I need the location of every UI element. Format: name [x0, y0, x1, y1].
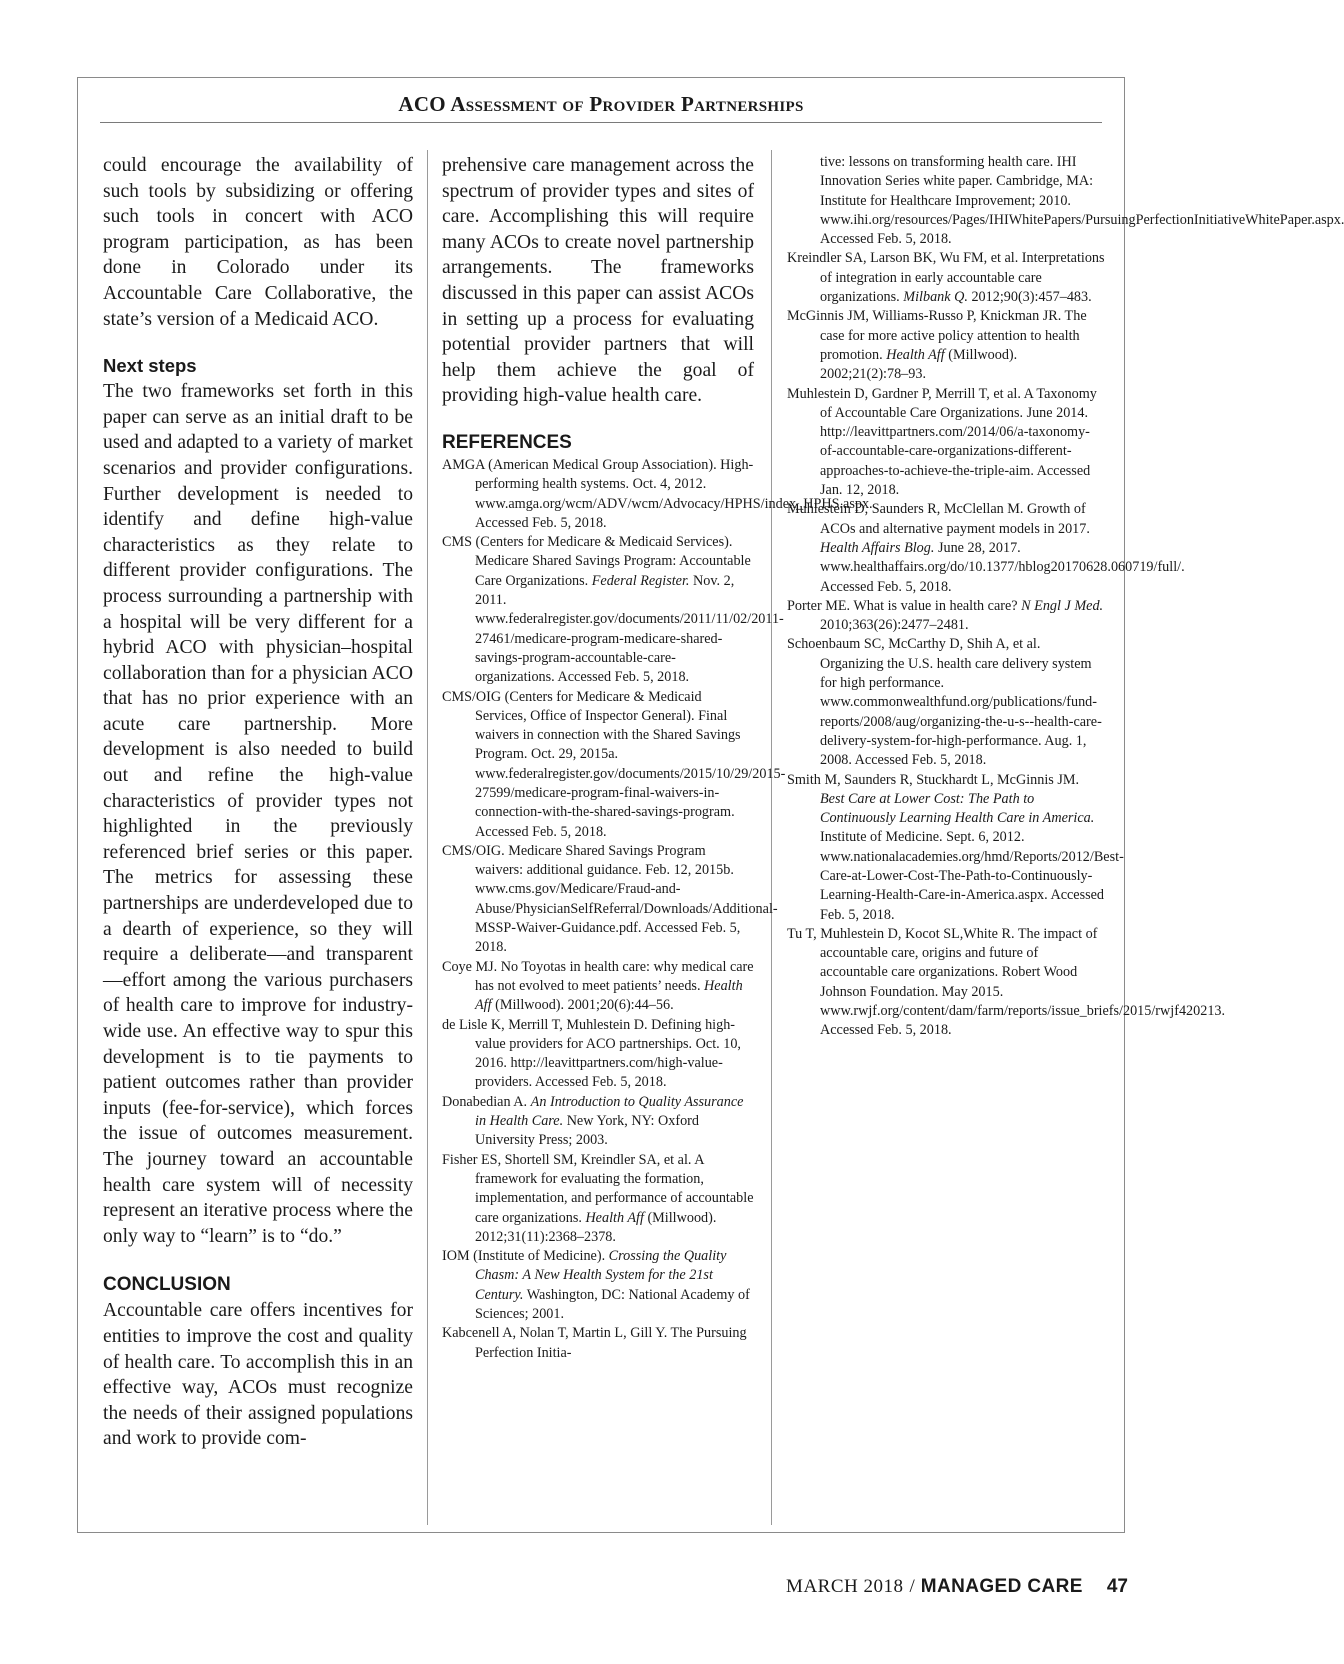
reference-text: Fisher ES, Shortell SM, Kreindler SA, et al. A framework for evaluating the formation, implementation, and performance of accountable care organizations.	[442, 1151, 754, 1226]
reference-title: Crossing the Quality Chasm: A New Health System for the 21st Century.	[475, 1248, 727, 1303]
reference-title: An Introduction to Quality Assurance in Health Care.	[475, 1093, 744, 1130]
references-heading: REFERENCES	[442, 431, 572, 453]
footer-issue: MARCH 2018	[786, 1576, 904, 1597]
reference-item	[787, 385, 1105, 501]
reference-text: Kabcenell A, Nolan T, Martin L, Gill Y. The Pursuing Perfection Initia-	[442, 1325, 747, 1361]
reference-item	[787, 249, 1105, 307]
column-middle	[442, 153, 873, 1363]
reference-text-tail: (Millwood). 2001;20(6):44–56.	[491, 997, 674, 1014]
paragraph-continued: could encourage the availability of such tools by subsidizing or offering such tools in concert with ACO program participation, as has been done in Colorado under its Accountable Care Collaborative, the state’s version of a Medicaid ACO.	[103, 155, 413, 330]
reference-text: Tu T, Muhlestein D, Kocot SL,White R. The impact of accountable care, origins and future of accountable care organizations. Robert Wood Johnson Foundation. May 2015. www.rwjf.org/content/dam/farm/reports/issue_briefs/2015/rwjf420213. Accessed Feb. 5, 2018.	[787, 925, 1226, 1039]
reference-item	[787, 153, 1344, 249]
reference-text-tail: Nov. 2, 2011. www.federalregister.gov/documents/2011/11/02/2011-27461/medicare-program-medicare-shared-savings-program-accountable-care-organizations. Accessed Feb. 5, 2018.	[475, 572, 784, 686]
reference-title: Milbank Q.	[903, 289, 968, 306]
page-number: 47	[1106, 1576, 1128, 1597]
reference-title: Health Affairs Blog.	[820, 539, 935, 556]
reference-text-tail: Washington, DC: National Academy of Sciences; 2001.	[475, 1286, 750, 1322]
reference-text: Muhlestein D, Saunders R, McClellan M. Growth of ACOs and alternative payment models in 2017.	[787, 501, 1090, 537]
reference-text: Porter ME. What is value in health care?	[787, 597, 1022, 614]
reference-text: McGinnis JM, Williams-Russo P, Knickman JR. The case for more active policy attention to health promotion.	[787, 308, 1087, 363]
reference-text-tail: (Millwood). 2012;31(11):2368–2378.	[475, 1209, 717, 1245]
footer-journal: MANAGED CARE	[920, 1576, 1083, 1597]
reference-item	[442, 1093, 754, 1151]
reference-text: AMGA (American Medical Group Association). High-performing health systems. Oct. 4, 2012. www.amga.org/wcm/ADV/wcm/Advocacy/HPHS/index_HPHS.aspx. Accessed Feb. 5, 2018.	[442, 456, 873, 531]
reference-item	[442, 533, 784, 687]
reference-item	[787, 597, 1105, 636]
reference-text-tail: 2012;90(3):457–483.	[967, 289, 1092, 306]
reference-text-tail: (Millwood). 2002;21(2):78–93.	[820, 346, 1018, 383]
reference-item	[442, 1247, 754, 1324]
reference-text-tail: June 28, 2017. www.healthaffairs.org/do/10.1377/hblog20170628.060719/full/. Accessed Feb. 5, 2018.	[820, 539, 1185, 595]
reference-text-tail: 2010;363(26):2477–2481.	[820, 617, 969, 634]
reference-title: Best Care at Lower Cost: The Path to Continuously Learning Health Care in America.	[820, 790, 1095, 827]
running-head: ACO Assessment of Provider Partnerships	[398, 92, 804, 116]
next-steps-heading: Next steps	[103, 355, 197, 377]
reference-text-tail: Institute of Medicine. Sept. 6, 2012. www.nationalacademies.org/hmd/Reports/2012/Best-Care-at-Lower-Cost-The-Path-to-Continuously-Learning-Health-Care-in-America.aspx. Accessed Feb. 5, 2018.	[820, 829, 1124, 923]
reference-text: Coye MJ. No Toyotas in health care: why medical care has not evolved to meet patients’ needs.	[442, 958, 754, 994]
reference-title: N Engl J Med.	[1021, 597, 1104, 614]
column-left	[103, 153, 413, 1452]
reference-item	[787, 307, 1105, 384]
references-list-middle	[442, 456, 873, 1363]
page-footer	[786, 1572, 1128, 1602]
reference-text: CMS/OIG (Centers for Medicare & Medicaid Services, Office of Inspector General). Final waivers in connection with the Shared Savings Program. Oct. 29, 2015a. www.federalregister.gov/documents/2015/10/29/2015-27599/medicare-program-final-waivers-in-connection-with-the-shared-savings-program. Accessed Feb. 5, 2018.	[442, 688, 786, 840]
reference-title: Federal Register.	[591, 572, 690, 589]
reference-item	[442, 688, 786, 842]
reference-text: de Lisle K, Merrill T, Muhlestein D. Defining high-value providers for ACO partnerships. Oct. 10, 2016. http://leavittpartners.com/high-value-providers. Accessed Feb. 5, 2018.	[442, 1016, 741, 1091]
reference-item	[787, 635, 1105, 770]
reference-item	[442, 456, 873, 533]
reference-text: IOM (Institute of Medicine).	[442, 1248, 609, 1265]
references-list-right	[787, 153, 1344, 1041]
column-divider-2	[771, 150, 772, 1525]
reference-title: Health Aff	[475, 977, 743, 1014]
reference-item	[442, 842, 778, 958]
conclusion-heading: CONCLUSION	[103, 1274, 231, 1296]
reference-text: Donabedian A.	[442, 1093, 531, 1110]
reference-text: CMS/OIG. Medicare Shared Savings Program waivers: additional guidance. Feb. 12, 2015b. www.cms.gov/Medicare/Fraud-and-Abuse/PhysicianSelfReferral/Downloads/Additional-MSSP-Waiver-Guidance.pdf. Accessed Feb. 5, 2018.	[442, 842, 778, 956]
reference-title: Health Aff	[886, 346, 945, 363]
column-divider-1	[427, 150, 428, 1525]
reference-item	[442, 1016, 754, 1093]
paragraph-continued-middle: prehensive care management across the spectrum of provider types and sites of care. Accomplishing this will require many ACOs to create novel partnership arrangements. The frameworks discussed in this paper can assist ACOs in setting up a process for evaluating potential provider partners that will help them achieve the goal of providing high-value health care.	[442, 155, 754, 407]
reference-text: Schoenbaum SC, McCarthy D, Shih A, et al. Organizing the U.S. health care delivery system for high performance. www.commonwealthfund.org/publications/fund-reports/2008/aug/organizing-the-u-s--health-care-delivery-system-for-high-performance. Aug. 1, 2008. Accessed Feb. 5, 2018.	[787, 636, 1102, 769]
reference-text: Kreindler SA, Larson BK, Wu FM, et al. Interpretations of integration in early accountable care organizations.	[787, 250, 1105, 306]
reference-item	[442, 958, 754, 1016]
reference-item	[442, 1151, 754, 1247]
reference-text: CMS (Centers for Medicare & Medicaid Services). Medicare Shared Savings Program: Accountable Care Organizations.	[442, 534, 751, 589]
conclusion-paragraph: Accountable care offers incentives for entities to improve the cost and quality of health care. To accomplish this in an effective way, ACOs must recognize the needs of their assigned populations and work to provide com-	[103, 1300, 413, 1450]
reference-item	[442, 1324, 754, 1363]
reference-text: tive: lessons on transforming health care. IHI Innovation Series white paper. Cambridge, MA: Institute for Healthcare Improvement; 2010. www.ihi.org/resources/Pages/IHIWhitePapers/PursuingPerfectionInitiativeWhitePaper.aspx. Accessed Feb. 5, 2018.	[820, 154, 1344, 248]
header-rule	[100, 122, 1102, 123]
reference-item	[787, 925, 1226, 1041]
reference-item	[787, 771, 1124, 925]
reference-item	[787, 500, 1185, 596]
reference-title: Health Aff	[585, 1209, 644, 1226]
reference-text: Muhlestein D, Gardner P, Merrill T, et al. A Taxonomy of Accountable Care Organizations. June 2014. http://leavittpartners.com/2014/06/a-taxonomy-of-accountable-care-organizations-different-approaches-to-achieve-the-triple-aim. Accessed Jan. 12, 2018.	[787, 385, 1097, 499]
reference-text: Smith M, Saunders R, Stuckhardt L, McGinnis JM.	[787, 771, 1080, 788]
next-steps-paragraph: The two frameworks set forth in this paper can serve as an initial draft to be used and adapted to a variety of market scenarios and provider configurations. Further development is needed to identify and define high-value characteristics as they relate to different provider configurations. The process surrounding a partnership with a hospital will be very different for a hybrid ACO with physician–hospital collaboration than for a physician ACO that has no prior experience with an acute care partnership. More development is also needed to build out and refine the high-value characteristics of provider types not highlighted in the previously referenced brief series or this paper. The metrics for assessing these partnerships are underdeveloped due to a dearth of experience, so they will require a deliberate—and transparent—effort among the various purchasers of health care to improve for industry-wide use. An effective way to spur this development is to tie payments to patient outcomes rather than provider inputs (fee-for-service), which forces the issue of outcomes measurement. The journey toward an accountable health care system will of necessity represent an iterative process where the only way to “learn” is to “do.”	[103, 381, 413, 1247]
reference-text-tail: New York, NY: Oxford University Press; 2003.	[475, 1113, 699, 1149]
footer-separator: /	[909, 1576, 915, 1597]
column-right	[787, 153, 1344, 1041]
